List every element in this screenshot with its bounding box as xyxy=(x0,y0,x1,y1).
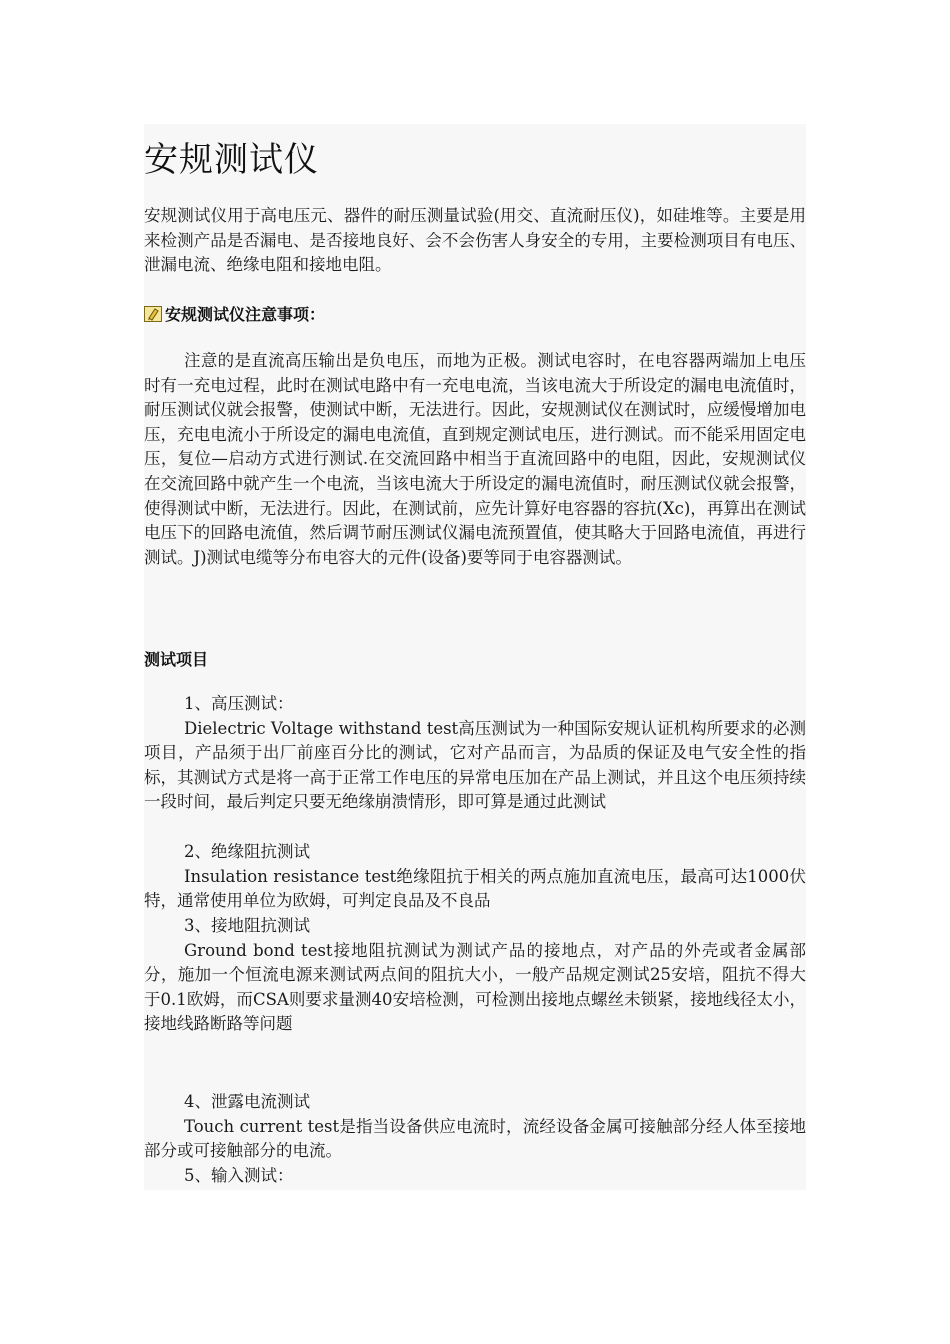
document-content xyxy=(144,124,806,1190)
item-title: 1、高压测试： xyxy=(184,694,294,713)
list-item xyxy=(144,1090,806,1164)
item-body: Touch current test是指当设备供应电流时，流经设备金属可接触部分经人体至接地部分或可接触部分的电流。 xyxy=(144,1116,806,1161)
list-item xyxy=(144,914,806,1037)
item-title: 3、接地阻抗测试 xyxy=(184,916,310,935)
item-title: 2、绝缘阻抗测试 xyxy=(184,842,310,861)
list-item xyxy=(144,692,806,815)
item-body: Dielectric Voltage withstand test高压测试为一种国际安规认证机构所要求的必测项目，产品须于出厂前座百分比的测试，它对产品而言，为品质的保证及电气安全性的指标，其测试方式是将一高于正常工作电压的异常电压加在产品上测试，并且这个电压须持续一段时间，最后判定只要无绝缘崩溃情形，即可算是通过此测试 xyxy=(144,718,806,812)
note-heading xyxy=(144,302,325,325)
item-title: 4、泄露电流测试 xyxy=(184,1092,310,1111)
list-item xyxy=(144,1164,806,1189)
items-heading: 测试项目 xyxy=(144,650,209,669)
item-body: Insulation resistance test绝缘阻抗于相关的两点施加直流电压，最高可达1000伏特，通常使用单位为欧姆，可判定良品及不良品 xyxy=(144,866,806,911)
note-paragraph: 注意的是直流高压输出是负电压，而地为正极。测试电容时，在电容器两端加上电压时有一充电过程，此时在测试电路中有一充电电流，当该电流大于所设定的漏电电流值时，耐压测试仪就会报警，使测试中断，无法进行。因此，安规测试仪在测试时，应缓慢增加电压，充电电流小于所设定的漏电电流值，直到规定测试电压，进行测试。而不能采用固定电压，复位—启动方式进行测试.在交流回路中相当于直流回路中的电阻，因此，安规测试仪在交流回路中就产生一个电流，当该电流大于所设定的漏电流值时，耐压测试仪就会报警，使得测试中断，无法进行。因此，在测试前，应先计算好电容器的容抗(Xc)，再算出在测试电压下的回路电流值，然后调节耐压测试仪漏电流预置值，使其略大于回路电流值，再进行测试。J)测试电缆等分布电容大的元件(设备)要等同于电容器测试。 xyxy=(144,351,806,567)
note-icon xyxy=(144,306,162,322)
page-title: 安规测试仪 xyxy=(144,140,319,180)
item-title: 5、输入测试： xyxy=(184,1166,294,1185)
list-item xyxy=(144,840,806,914)
item-body: Ground bond test接地阻抗测试为测试产品的接地点，对产品的外壳或者金属部分，施加一个恒流电源来测试两点间的阻抗大小，一般产品规定测试25安培，阻抗不得大于0.1欧姆，而CSA则要求量测40安培检测，可检测出接地点螺丝未锁紧，接地线径太小，接地线路断路等问题 xyxy=(144,940,806,1034)
intro-paragraph: 安规测试仪用于高电压元、器件的耐压测量试验(用交、直流耐压仪)，如硅堆等。主要是用来检测产品是否漏电、是否接地良好、会不会伤害人身安全的专用，主要检测项目有电压、泄漏电流、绝缘电阻和接地电阻。 xyxy=(144,206,806,275)
note-heading-text: 安规测试仪注意事项： xyxy=(165,305,326,324)
